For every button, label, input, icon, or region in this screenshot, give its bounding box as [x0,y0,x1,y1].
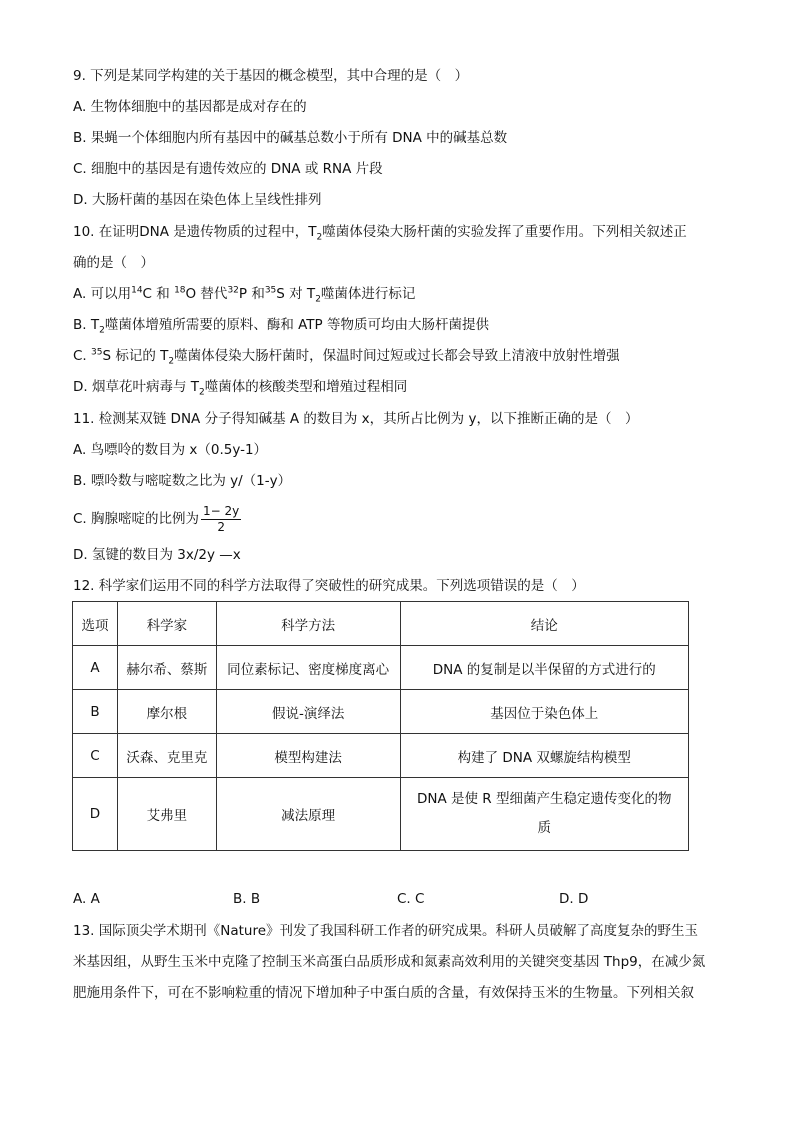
header-cell: 科学家 [117,602,216,646]
table-cell: B [73,690,118,734]
q12-option-a: A. A [73,891,100,907]
q9-stem: 9. 下列是某同学构建的关于基因的概念模型，其中合理的是（ ） [73,68,469,84]
q12-table [72,601,689,851]
table-row [73,690,689,734]
table-cell: 模型构建法 [216,734,400,778]
q11-option-a: A. 鸟嘌呤的数目为 x（0.5y-1） [73,442,268,458]
q10-option-a: A. 可以用$^{14}$C 和 $^{18}$O 替代$^{32}$P 和$^{35}$S 对 $T_2$噬菌体进行标记 [73,285,416,305]
header-cell: 结论 [400,602,689,646]
table-cell: 同位素标记、密度梯度离心 [216,646,400,690]
header-cell: 选项 [73,602,118,646]
q12-stem: 12. 科学家们运用不同的科学方法取得了突破性的研究成果。下列选项错误的是（ ） [73,578,585,594]
q9-option-c: C. 细胞中的基因是有遗传效应的 DNA 或 RNA 片段 [73,161,383,177]
table-cell: A [73,646,118,690]
q12-option-d: D. D [559,891,589,907]
table-cell: 沃森、克里克 [117,734,216,778]
q12-option-c: C. C [397,891,425,907]
q10-stem-line1: 10. 在证明DNA 是遗传物质的过程中，$T_2$噬菌体侵染大肠杆菌的实验发挥了重要作用。下列相关叙述正 [73,224,687,243]
table-cell: D [73,778,118,851]
q11-stem: 11. 检测某双链 DNA 分子得知碱基 A 的数目为 x，其所占比例为 y，以下推断正确的是（ ） [73,411,639,427]
table-cell: 艾弗里 [117,778,216,851]
q12-options [73,889,713,909]
q9-option-a: A. 生物体细胞中的基因都是成对存在的 [73,99,307,115]
q12-option-b: B. B [233,891,261,907]
q11-option-b: B. 嘌呤数与嘧啶数之比为 y/（1-y） [73,473,292,489]
table-cell: DNA 的复制是以半保留的方式进行的 [400,646,689,690]
q10-stem-line2: 确的是（ ） [73,255,154,271]
table-cell: 假说-演绎法 [216,690,400,734]
table-cell: 减法原理 [216,778,400,851]
header-cell: 科学方法 [216,602,400,646]
table-cell: 基因位于染色体上 [400,690,689,734]
table-cell: 赫尔希、蔡斯 [117,646,216,690]
q10-option-d: D. 烟草花叶病毒与 $T_2$噬菌体的核酸类型和增殖过程相同 [73,379,408,398]
fraction: $\frac{1- 2y}{2}$ [203,503,240,534]
table-cell: C [73,734,118,778]
table-row [73,734,689,778]
table-header-row [73,602,689,646]
q10-option-b: B. $T_2$噬菌体增殖所需要的原料、酶和 ATP 等物质可均由大肠杆菌提供 [73,317,489,336]
q13-stem-line2: 米基因组，从野生玉米中克隆了控制玉米高蛋白品质形成和氮素高效利用的关键突变基因 Thp9，在减少氮 [73,954,706,970]
table-row [73,646,689,690]
q13-stem-line1: 13. 国际顶尖学术期刊《Nature》刊发了我国科研工作者的研究成果。科研人员破解了高度复杂的野生玉 [73,923,699,939]
q9-option-b: B. 果蝇一个体细胞内所有基因中的碱基总数小于所有 DNA 中的碱基总数 [73,130,508,146]
q9-option-d: D. 大肠杆菌的基因在染色体上呈线性排列 [73,192,322,208]
q10-option-c: C. $^{35}$S 标记的 $T_2$噬菌体侵染大肠杆菌时，保温时间过短或过长都会导致上清液中放射性增强 [73,347,620,367]
table-cell: DNA 是使 R 型细菌产生稳定遗传变化的物 质 [400,778,689,851]
q11-option-c: C. 胸腺嘧啶的比例为 $\frac{1- 2y}{2}$ [73,503,240,534]
table-row [73,778,689,851]
q11-option-d: D. 氢键的数目为 3x/2y —x [73,547,241,563]
q13-stem-line3: 肥施用条件下，可在不影响粒重的情况下增加种子中蛋白质的含量，有效保持玉米的生物量。下列相关叙 [73,985,694,1001]
table-cell: 摩尔根 [117,690,216,734]
table-cell: 构建了 DNA 双螺旋结构模型 [400,734,689,778]
